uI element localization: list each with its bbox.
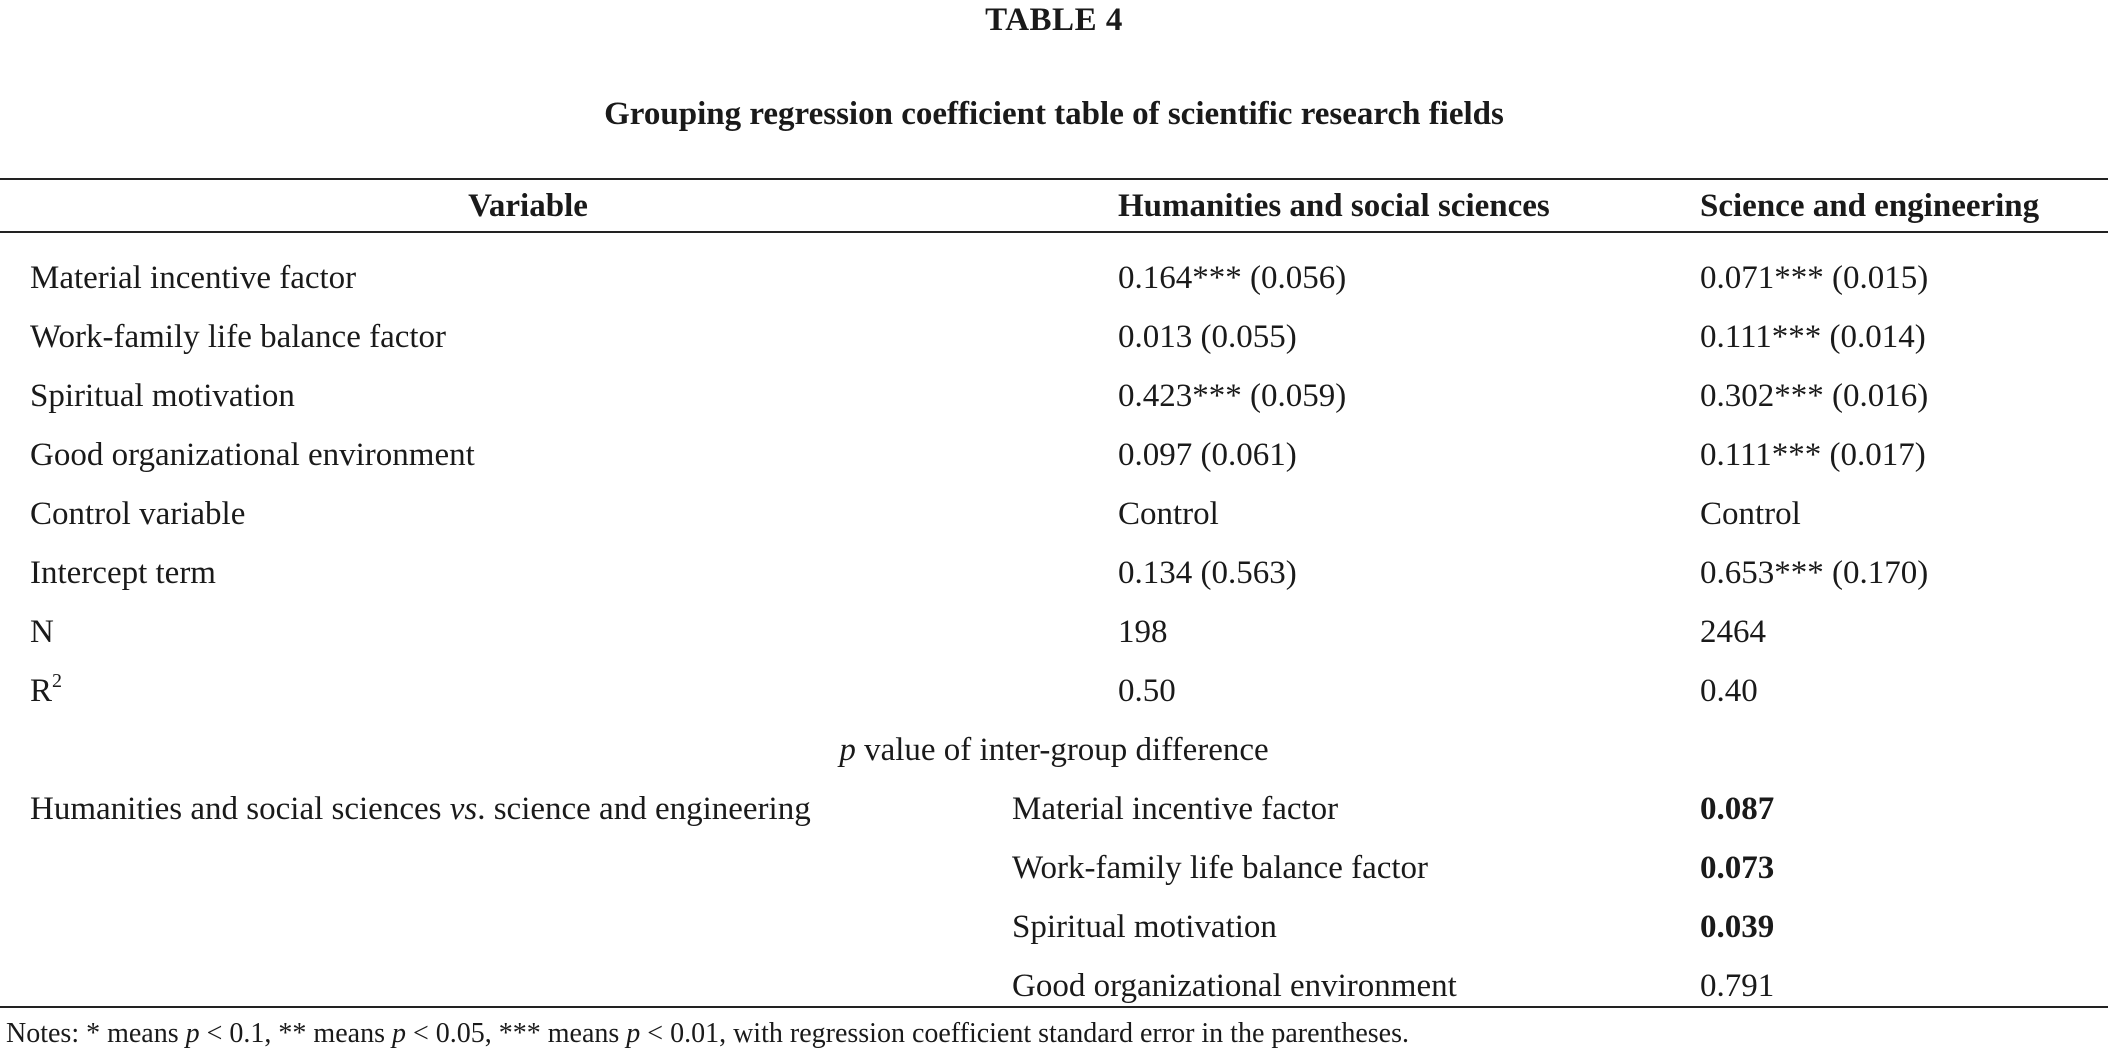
row-science-value: 0.111*** (0.014)	[1700, 319, 1926, 355]
difference-p-value: 0.087	[1700, 791, 1775, 827]
table-caption: Grouping regression coefficient table of scientific research fields	[604, 96, 1504, 132]
row-humanities-value: 0.134 (0.563)	[1118, 555, 1297, 591]
comparison-vs: vs	[449, 791, 478, 827]
difference-p-value: 0.791	[1700, 968, 1775, 1004]
header-science: Science and engineering	[1700, 188, 2040, 224]
notes-text: < 0.05, *** means	[405, 1018, 627, 1049]
p-symbol: p	[839, 732, 856, 768]
row-science-value: 0.071*** (0.015)	[1700, 260, 1929, 296]
row-science-value: Control	[1700, 496, 1801, 532]
header-variable: Variable	[468, 188, 588, 224]
row-humanities-value: 0.50	[1118, 673, 1176, 709]
row-humanities-value: 0.423*** (0.059)	[1118, 378, 1347, 414]
row-science-value: 0.111*** (0.017)	[1700, 437, 1926, 473]
difference-p-value: 0.073	[1700, 850, 1775, 886]
row-science-value: 0.302*** (0.016)	[1700, 378, 1929, 414]
notes-text: Notes: * means	[6, 1018, 186, 1049]
row-humanities-value: 0.013 (0.055)	[1118, 319, 1297, 355]
table-label: TABLE 4	[985, 2, 1123, 38]
row-variable: N	[30, 614, 54, 650]
row-variable: Good organizational environment	[30, 437, 475, 473]
table-top-rule	[0, 178, 2108, 180]
comparison-text-1: Humanities and social sciences	[30, 791, 450, 827]
notes-p: p	[626, 1018, 641, 1049]
r-superscript: 2	[52, 670, 63, 692]
row-humanities-value: 0.097 (0.061)	[1118, 437, 1297, 473]
row-variable: Control variable	[30, 496, 246, 532]
notes-text: < 0.1, ** means	[199, 1018, 392, 1049]
notes-p: p	[391, 1018, 406, 1049]
difference-factor: Good organizational environment	[1012, 968, 1457, 1004]
table-bottom-rule	[0, 1006, 2108, 1008]
row-science-value: 0.40	[1700, 673, 1758, 709]
difference-factor: Work-family life balance factor	[1012, 850, 1429, 886]
row-variable: Intercept term	[30, 555, 216, 591]
row-humanities-value: Control	[1118, 496, 1219, 532]
header-humanities: Humanities and social sciences	[1118, 188, 1550, 224]
r-letter: R	[30, 673, 53, 709]
row-variable: Material incentive factor	[30, 260, 357, 296]
notes-text: < 0.01, with regression coefficient standard error in the parentheses.	[640, 1018, 1409, 1049]
difference-factor: Spiritual motivation	[1012, 909, 1277, 945]
comparison-label	[30, 789, 811, 829]
difference-factor: Material incentive factor	[1012, 791, 1339, 827]
difference-section-title	[0, 730, 2108, 770]
row-humanities-value: 0.164*** (0.056)	[1118, 260, 1347, 296]
row-variable: Work-family life balance factor	[30, 319, 447, 355]
row-variable: Spiritual motivation	[30, 378, 295, 414]
table-header-rule	[0, 231, 2108, 233]
row-science-value: 2464	[1700, 614, 1766, 650]
row-variable-r-squared	[30, 671, 62, 711]
comparison-text-2: . science and engineering	[477, 791, 811, 827]
row-science-value: 0.653*** (0.170)	[1700, 555, 1929, 591]
difference-p-value: 0.039	[1700, 909, 1775, 945]
row-humanities-value: 198	[1118, 614, 1168, 650]
notes-p: p	[185, 1018, 200, 1049]
table-notes	[6, 1016, 1409, 1052]
section-title-text: value of inter-group difference	[855, 732, 1269, 768]
